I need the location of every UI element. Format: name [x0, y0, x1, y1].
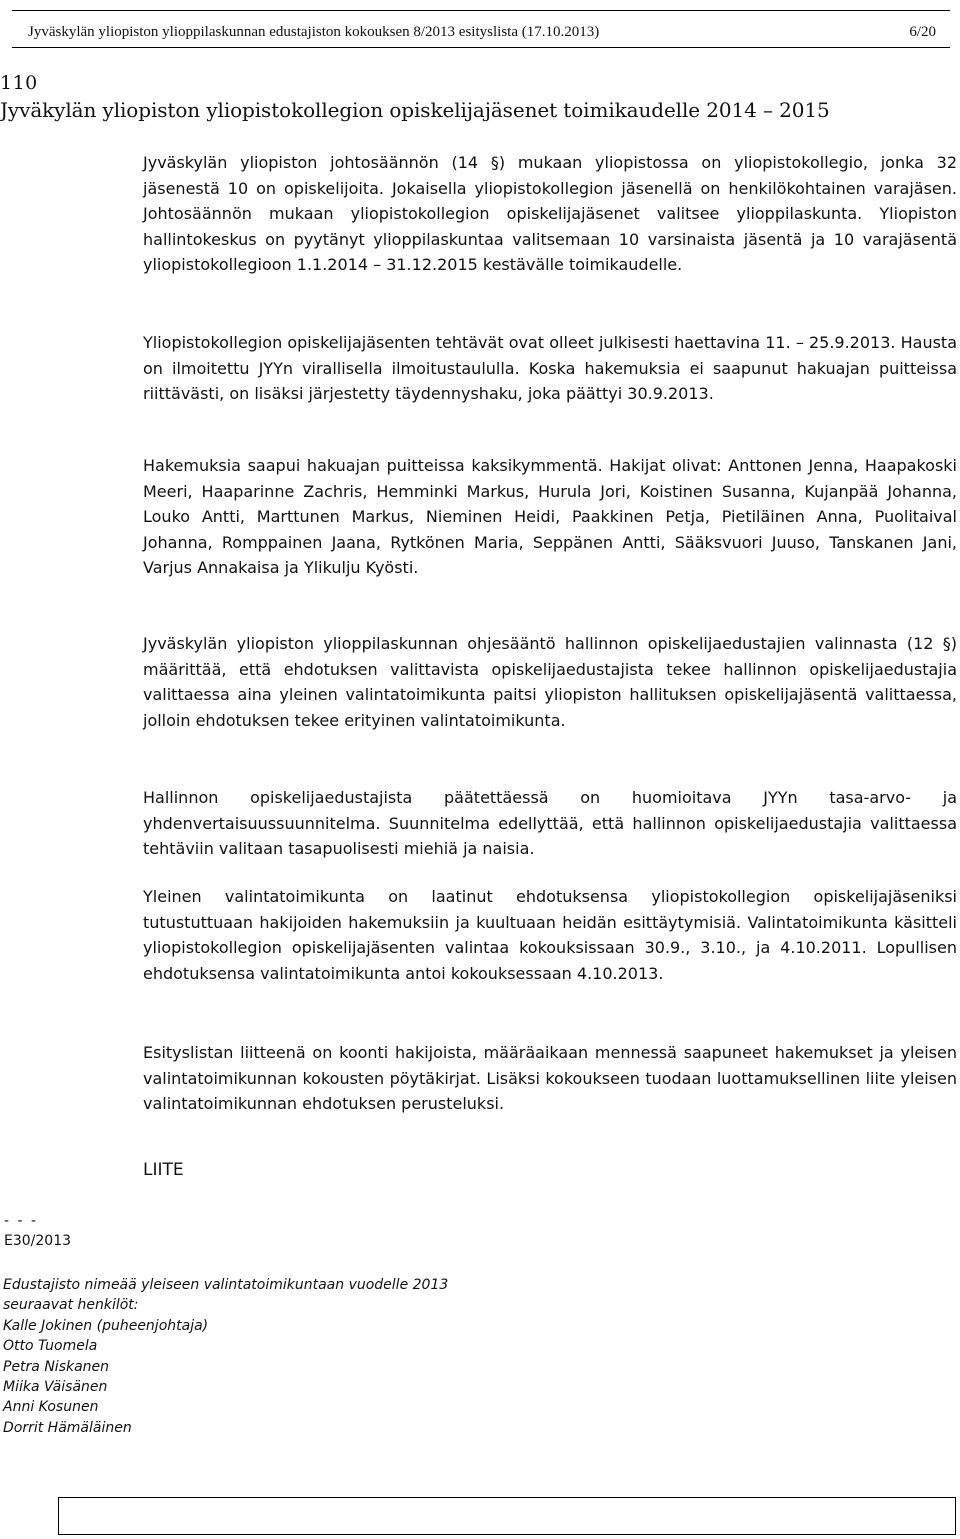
agenda-item-number: 110 [0, 72, 38, 94]
paragraph-5: Hallinnon opiskelijaedustajista päätettäessä on huomioitava JYYn tasa-arvo- ja yhdenvertaisuussuunnitelma. Suunnitelma edellyttää, että hallinnon opiskelijaedustajia valittaessa tehtäviin valitaan tasapuolisesti miehiä ja naisia. [143, 788, 957, 858]
paragraph-4: Jyväskylän yliopiston ylioppilaskunnan ohjesääntö hallinnon opiskelijaedustajien valinnasta (12 §) määrittää, että ehdotuksen valittavista opiskelijaedustajista tekee hallinnon opiskelijaedustajia valittaessa aina yleinen valintatoimikunta paitsi yliopiston hallituksen opiskelijajäsentä valittaessa, jolloin ehdotuksen tekee erityinen valintatoimikunta. [143, 634, 957, 730]
attachment-label: LIITE [143, 1160, 184, 1180]
page-header [12, 10, 950, 48]
paragraph-1: Jyväskylän yliopiston johtosäännön (14 §) mukaan yliopistossa on yliopistokollegio, jonka 32 jäsenestä 10 on opiskelijoita. Jokaisella yliopistokollegion jäsenellä on henkilökohtainen varajäsen. Johtosäännön mukaan yliopistokollegion opiskelijajäsenet valitsee ylioppilaskunta. Yliopiston hallintokeskus on pyytänyt ylioppilaskuntaa valitsemaan 10 varsinaista jäsentä ja 10 varajäsentä yliopistokollegioon 1.1.2014 – 31.12.2015 kestävälle toimikaudelle. [143, 153, 957, 274]
page-number: 6/20 [909, 24, 936, 40]
proposal-name: Kalle Jokinen (puheenjohtaja) [3, 1317, 209, 1334]
document-title: Jyväskylän yliopiston ylioppilaskunnan edustajiston kokouksen 8/2013 esityslista (17.10.2013) [28, 24, 600, 40]
proposal-line-2: seuraavat henkilöt: [3, 1297, 139, 1314]
document-code: E30/2013 [4, 1233, 72, 1249]
decision-proposal [3, 1275, 543, 1438]
proposal-name: Petra Niskanen [3, 1358, 110, 1375]
paragraph-7: Esityslistan liitteenä on koonti hakijoista, määräaikaan mennessä saapuneet hakemukset ja yleisen valintatoimikunnan kokousten pöytäkirjat. Lisäksi kokoukseen tuodaan luottamuksellinen liite yleisen valintatoimikunnan ehdotuksen perusteluksi. [143, 1043, 957, 1113]
proposal-line-1: Edustajisto nimeää yleiseen valintatoimikuntaan vuodelle 2013 [3, 1277, 449, 1293]
proposal-name: Anni Kosunen [3, 1399, 99, 1416]
proposal-name: Miika Väisänen [3, 1379, 108, 1396]
paragraph-2: Yliopistokollegion opiskelijajäsenten tehtävät ovat olleet julkisesti haettavina 11. – 25.9.2013. Hausta on ilmoitettu JYYn virallisella ilmoitustaululla. Koska hakemuksia ei saapunut hakuajan puitteissa riittävästi, on lisäksi järjestetty täydennyshaku, joka päättyi 30.9.2013. [143, 333, 957, 403]
paragraph-3: Hakemuksia saapui hakuajan puitteissa kaksikymmentä. Hakijat olivat: Anttonen Jenna, Haapakoski Meeri, Haaparinne Zachris, Hemminki Markus, Hurula Jori, Koistinen Susanna, Kujanpää Johanna, Louko Antti, Marttunen Markus, Nieminen Heidi, Paakkinen Petja, Pietiläinen Anna, Puolitaival Johanna, Romppainen Jaana, Rytkönen Maria, Seppänen Antti, Sääksvuori Juuso, Tanskanen Jani, Varjus Annakaisa ja Ylikulju Kyösti. [143, 456, 957, 577]
agenda-item-title: Jyväkylän yliopiston yliopistokollegion opiskelijajäsenet toimikaudelle 2014 – 2015 [0, 98, 830, 122]
proposal-name: Dorrit Hämäläinen [3, 1419, 132, 1436]
decision-box [58, 1497, 956, 1535]
separator-dashes: - - - [4, 1213, 39, 1229]
proposal-name: Otto Tuomela [3, 1338, 98, 1355]
paragraph-6: Yleinen valintatoimikunta on laatinut ehdotuksensa yliopistokollegion opiskelijajäseniksi tutustuttuaan hakijoiden hakemuksiin ja kuultuaan heidän esittäytymisiä. Valintatoimikunta käsitteli yliopistokollegion opiskelijajäsenten valintaa kokouksissaan 30.9., 3.10., ja 4.10.2011. Lopullisen ehdotuksensa valintatoimikunta antoi kokouksessaan 4.10.2013. [143, 887, 957, 983]
